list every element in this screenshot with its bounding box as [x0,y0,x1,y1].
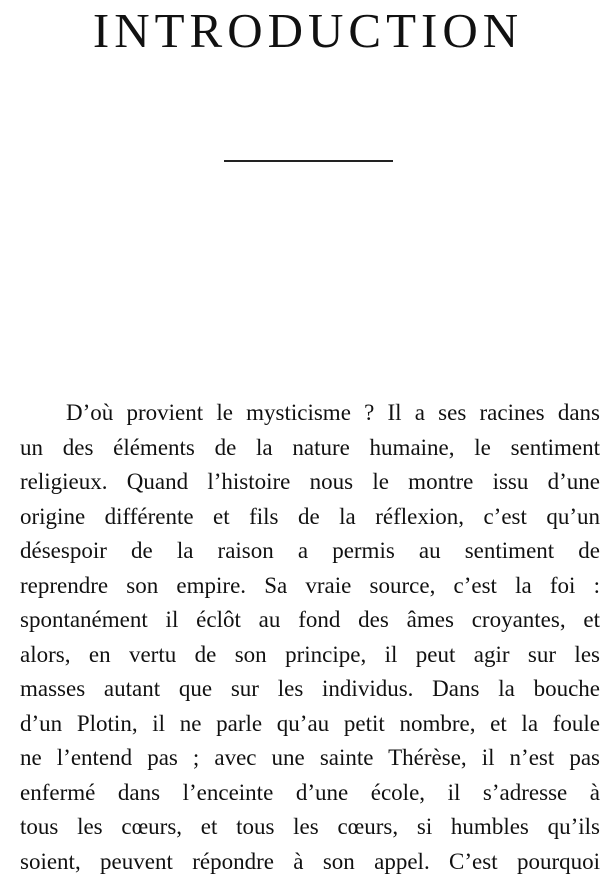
paragraph-line: masses autant que sur les individus. Dans la bouche [20,672,600,707]
section-divider [224,160,393,162]
chapter-heading: INTRODUCTION [0,2,612,60]
paragraph-line: origine différente et fils de la réflexion, c’est qu’un [20,500,600,535]
paragraph-line: ne l’entend pas ; avec une sainte Thérèse, il n’est pas [20,741,600,776]
paragraph-line: tous les cœurs, et tous les cœurs, si humbles qu’ils [20,810,600,845]
paragraph-line: alors, en vertu de son principe, il peut agir sur les [20,638,600,673]
paragraph-line: soient, peuvent répondre à son appel. C’est pourquoi [20,845,600,879]
paragraph-line: D’où provient le mysticisme ? Il a ses racines dans [20,396,600,431]
paragraph-line: reprendre son empire. Sa vraie source, c’est la foi : [20,569,600,604]
paragraph-line: spontanément il éclôt au fond des âmes croyantes, et [20,603,600,638]
body-paragraph [20,396,600,879]
paragraph-line: un des éléments de la nature humaine, le sentiment [20,431,600,466]
paragraph-line: enfermé dans l’enceinte d’une école, il s’adresse à [20,776,600,811]
paragraph-line: d’un Plotin, il ne parle qu’au petit nombre, et la foule [20,707,600,742]
paragraph-line: religieux. Quand l’histoire nous le montre issu d’une [20,465,600,500]
paragraph-line: désespoir de la raison a permis au sentiment de [20,534,600,569]
